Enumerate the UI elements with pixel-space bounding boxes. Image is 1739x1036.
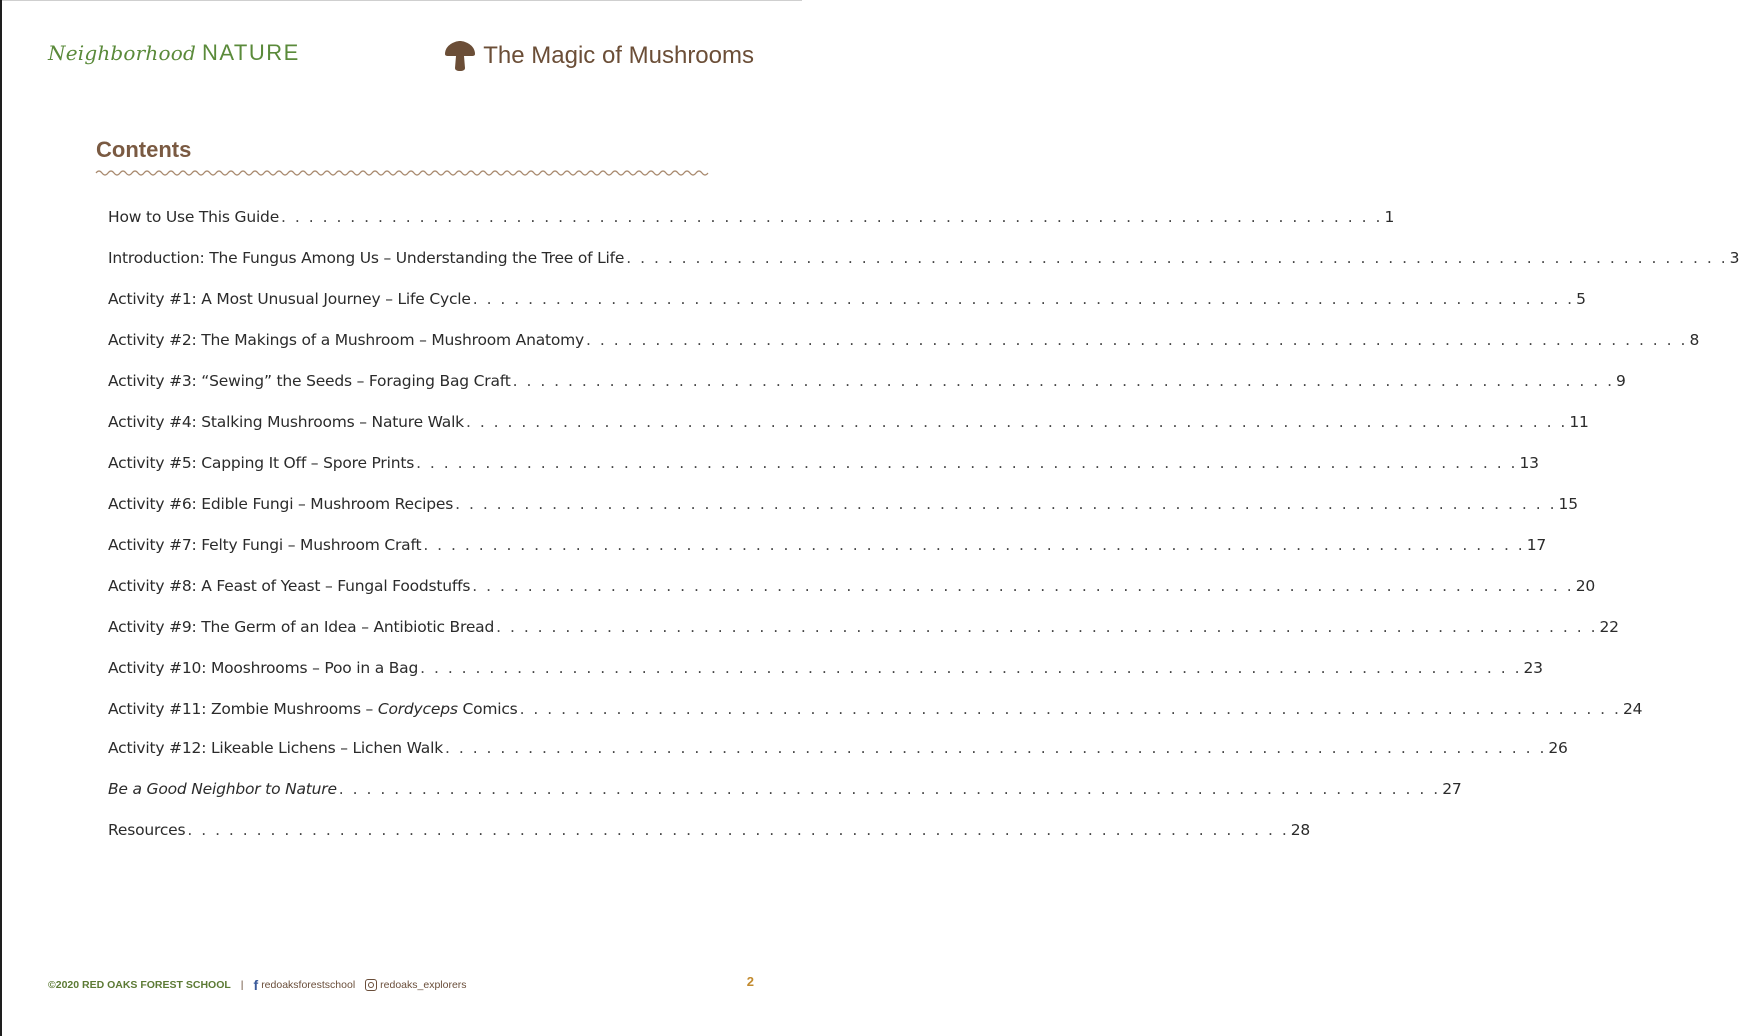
dot-leader: . . . . . . . . . . . . . . . . . . . . . . . . . . . . . . . . . . . . . . . . . . . . . . . . . . . . . . . . . . . . . . . . . . . . . . . . . . . . . . . . — [416, 454, 1518, 472]
toc-entry-title: Activity #2: The Makings of a Mushroom – Mushroom Anatomy — [108, 331, 585, 349]
toc-entry-page: 1 — [1384, 208, 1395, 226]
toc-entry-title: Be a Good Neighbor to Nature — [108, 780, 337, 798]
guide-title-text: The Magic of Mushrooms — [483, 42, 754, 69]
dot-leader: . . . . . . . . . . . . . . . . . . . . . . . . . . . . . . . . . . . . . . . . . . . . . . . . . . . . . . . . . . . . . . . . . . . . . . . . . . . . . . . . — [519, 700, 1621, 718]
toc-entry-title-start: Activity #11: Zombie Mushrooms – — [108, 700, 378, 718]
toc-entry-activity-4[interactable] — [108, 413, 1589, 454]
page-top-edge — [0, 0, 802, 1]
dot-leader: . . . . . . . . . . . . . . . . . . . . . . . . . . . . . . . . . . . . . . . . . . . . . . . . . . . . . . . . . . . . . . . . . . . . . . . . . . . . . . . . — [423, 536, 1525, 554]
dot-leader: . . . . . . . . . . . . . . . . . . . . . . . . . . . . . . . . . . . . . . . . . . . . . . . . . . . . . . . . . . . . . . . . . . . . . . . . . . . . . . . . — [465, 413, 1568, 431]
toc-entry-resources[interactable] — [108, 821, 1311, 862]
toc-entry-title: Activity #6: Edible Fungi – Mushroom Recipes — [108, 495, 454, 513]
toc-entry-page: 8 — [1689, 331, 1700, 349]
toc-entry-page: 26 — [1548, 739, 1568, 757]
toc-entry-page: 5 — [1576, 290, 1586, 308]
toc-entry-activity-6[interactable] — [108, 495, 1578, 536]
dot-leader: . . . . . . . . . . . . . . . . . . . . . . . . . . . . . . . . . . . . . . . . . . . . . . . . . . . . . . . . . . . . . . . . . . . . . . . . . . . . . . . . — [338, 780, 1441, 798]
dot-leader: . . . . . . . . . . . . . . . . . . . . . . . . . . . . . . . . . . . . . . . . . . . . . . . . . . . . . . . . . . . . . . . . . . . . . . . . . . . . . . . . — [455, 495, 1557, 513]
brand-caps-text: NATURE — [202, 40, 300, 65]
toc-entry-page: 27 — [1442, 780, 1462, 798]
toc-entry-activity-5[interactable] — [108, 454, 1539, 495]
toc-entry-page: 17 — [1526, 536, 1547, 554]
brand-script-text: Neighborhood — [48, 41, 196, 65]
toc-entry-title: Activity #5: Capping It Off – Spore Prints — [108, 454, 415, 472]
toc-entry-title: Activity #12: Likeable Lichens – Lichen Walk — [108, 739, 443, 757]
mushroom-icon — [443, 39, 477, 73]
dot-leader: . . . . . . . . . . . . . . . . . . . . . . . . . . . . . . . . . . . . . . . . . . . . . . . . . . . . . . . . . . . . . . . . . . . . . . . . . . . . . . . . — [420, 659, 1522, 677]
toc-entry-page: 23 — [1523, 659, 1543, 677]
guide-title — [443, 38, 754, 74]
toc-entry-title: How to Use This Guide — [108, 208, 280, 226]
toc-entry-title: Introduction: The Fungus Among Us – Understanding the Tree of Life — [108, 249, 625, 267]
toc-entry-title: Activity #4: Stalking Mushrooms – Nature Walk — [108, 413, 464, 431]
table-of-contents — [108, 208, 1739, 862]
toc-entry-page: 3 — [1729, 249, 1739, 267]
toc-entry-title: Activity #3: “Sewing” the Seeds – Foraging Bag Craft — [108, 372, 511, 390]
toc-entry-activity-11[interactable] — [108, 700, 1643, 739]
footer-separator: | — [240, 979, 244, 991]
dot-leader: . . . . . . . . . . . . . . . . . . . . . . . . . . . . . . . . . . . . . . . . . . . . . . . . . . . . . . . . . . . . . . . . . . . . . . . . . . . . . . . . — [626, 249, 1728, 267]
contents-heading: Contents — [96, 137, 192, 162]
toc-entry-page: 20 — [1575, 577, 1596, 595]
toc-entry-page: 24 — [1622, 700, 1643, 718]
toc-entry-page: 28 — [1290, 821, 1311, 839]
copyright-text: ©2020 RED OAKS FOREST SCHOOL — [48, 979, 231, 991]
dot-leader: . . . . . . . . . . . . . . . . . . . . . . . . . . . . . . . . . . . . . . . . . . . . . . . . . . . . . . . . . . . . . . . . . . . . . . . . . . . . . . . . — [187, 821, 1289, 839]
toc-entry-title: Activity #8: A Feast of Yeast – Fungal Foodstuffs — [108, 577, 471, 595]
toc-entry-activity-3[interactable] — [108, 372, 1626, 413]
toc-entry-activity-9[interactable] — [108, 618, 1619, 659]
page-left-edge — [0, 0, 2, 1036]
toc-entry-title: Activity #1: A Most Unusual Journey – Life Cycle — [108, 290, 471, 308]
dot-leader: . . . . . . . . . . . . . . . . . . . . . . . . . . . . . . . . . . . . . . . . . . . . . . . . . . . . . . . . . . . . . . . . . . . . . . . . . . . . . . . . — [496, 618, 1598, 636]
toc-entry-activity-8[interactable] — [108, 577, 1596, 618]
toc-entry-page: 22 — [1599, 618, 1619, 636]
toc-entry-title-end: Comics — [457, 700, 518, 718]
toc-entry-page: 15 — [1558, 495, 1578, 513]
instagram-handle: redoaks_explorers — [380, 979, 467, 991]
toc-entry-title: Resources — [108, 821, 186, 839]
brand-logo — [48, 40, 300, 74]
dot-leader: . . . . . . . . . . . . . . . . . . . . . . . . . . . . . . . . . . . . . . . . . . . . . . . . . . . . . . . . . . . . . . . . . . . . . . . . . . . . . . . . — [512, 372, 1615, 390]
toc-entry-title: Activity #7: Felty Fungi – Mushroom Craft — [108, 536, 422, 554]
toc-entry-activity-2[interactable] — [108, 331, 1700, 372]
dot-leader: . . . . . . . . . . . . . . . . . . . . . . . . . . . . . . . . . . . . . . . . . . . . . . . . . . . . . . . . . . . . . . . . . . . . . . . . . . . . . . . . — [586, 331, 1688, 349]
instagram-icon — [365, 979, 377, 991]
toc-entry-title: Activity #10: Mooshrooms – Poo in a Bag — [108, 659, 419, 677]
wavy-divider — [96, 166, 708, 180]
instagram-link[interactable] — [365, 979, 466, 991]
page-footer — [48, 976, 477, 994]
toc-entry-title-italic: Cordyceps — [377, 700, 458, 718]
toc-entry-how-to-use[interactable] — [108, 208, 1395, 249]
facebook-handle: redoaksforestschool — [261, 979, 356, 991]
toc-entry-introduction[interactable] — [108, 249, 1739, 290]
toc-entry-title: Activity #9: The Germ of an Idea – Antibiotic Bread — [108, 618, 495, 636]
dot-leader: . . . . . . . . . . . . . . . . . . . . . . . . . . . . . . . . . . . . . . . . . . . . . . . . . . . . . . . . . . . . . . . . . . . . . . . . . . . . . . . . — [472, 290, 1575, 308]
toc-entry-activity-7[interactable] — [108, 536, 1547, 577]
toc-entry-good-neighbor[interactable] — [108, 780, 1462, 821]
toc-entry-activity-1[interactable] — [108, 290, 1586, 331]
page-number: 2 — [746, 974, 754, 989]
toc-entry-page: 9 — [1616, 372, 1626, 390]
toc-entry-title — [108, 700, 518, 718]
dot-leader: . . . . . . . . . . . . . . . . . . . . . . . . . . . . . . . . . . . . . . . . . . . . . . . . . . . . . . . . . . . . . . . . . . . . . . . . . . . . . . . . — [472, 577, 1574, 595]
toc-entry-page: 13 — [1519, 454, 1539, 472]
dot-leader: . . . . . . . . . . . . . . . . . . . . . . . . . . . . . . . . . . . . . . . . . . . . . . . . . . . . . . . . . . . . . . . . . . . . . . . . . . . . . . . . — [281, 208, 1383, 226]
toc-entry-activity-10[interactable] — [108, 659, 1543, 700]
dot-leader: . . . . . . . . . . . . . . . . . . . . . . . . . . . . . . . . . . . . . . . . . . . . . . . . . . . . . . . . . . . . . . . . . . . . . . . . . . . . . . . . — [444, 739, 1547, 757]
facebook-link[interactable] — [254, 977, 356, 993]
facebook-icon: f — [253, 977, 259, 993]
toc-entry-activity-12[interactable] — [108, 739, 1568, 780]
toc-entry-page: 11 — [1569, 413, 1589, 431]
